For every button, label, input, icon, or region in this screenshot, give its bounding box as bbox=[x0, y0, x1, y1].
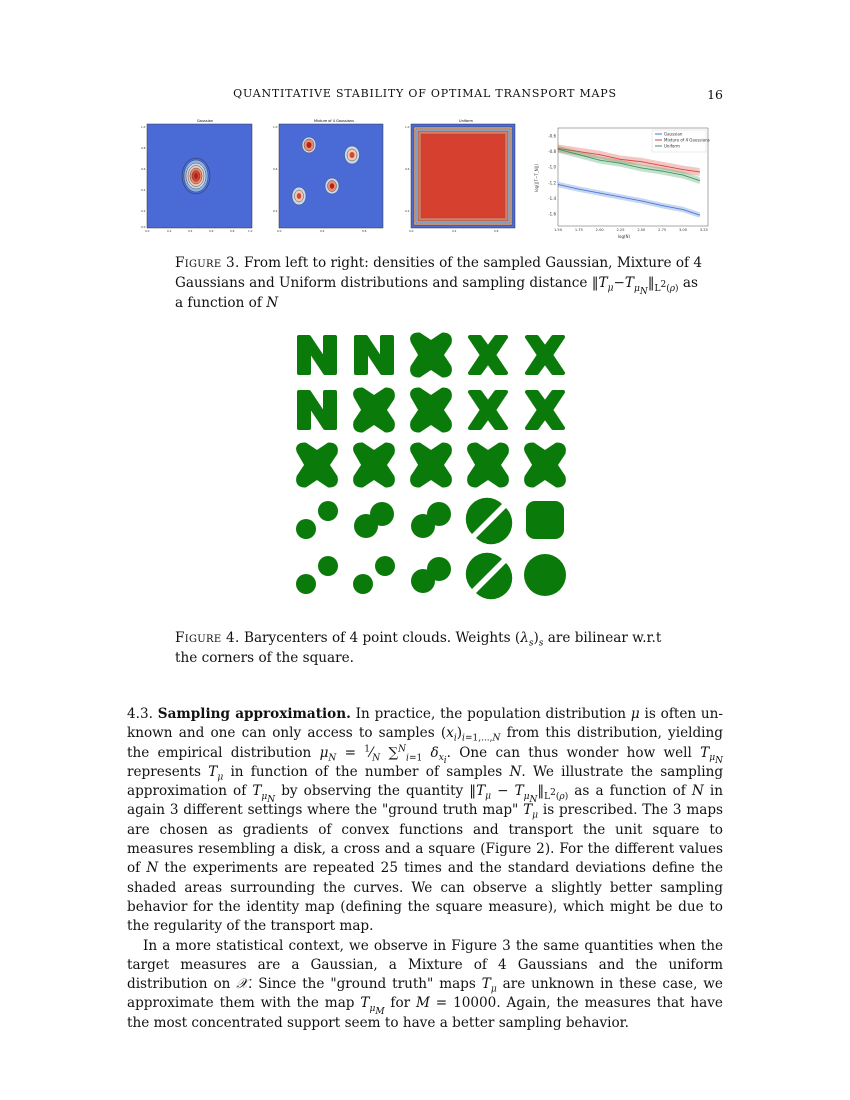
series-point bbox=[662, 205, 663, 206]
series-point bbox=[558, 149, 559, 150]
panel-title-uniform: Uniform bbox=[459, 119, 473, 123]
gaussian-density-plot bbox=[140, 118, 258, 233]
figure4-caption: Figure 4. Barycenters of 4 point clouds. Weights $(\lambda_s)_s$ are bilinear w.r.t the corners of the square. bbox=[175, 630, 662, 666]
series-point bbox=[599, 193, 600, 194]
svg-text:0.2: 0.2 bbox=[405, 209, 410, 213]
svg-text:0.4: 0.4 bbox=[452, 229, 457, 233]
series-point bbox=[620, 163, 621, 164]
series-point bbox=[599, 154, 600, 155]
y-tick-label: -1.0 bbox=[548, 164, 556, 170]
series-point bbox=[699, 215, 700, 216]
series-point bbox=[578, 189, 579, 190]
figure3-caption: Figure 3. From left to right: densities of the sampled Gaussian, Mixture of 4 Gaussians and Uniform distributions and sampling distance $‖T_\mu-T_{\mu_N}‖_{L^2(\rho)}$ as a function of N bbox=[175, 255, 703, 311]
figure3-label: Figure 3. bbox=[175, 255, 240, 271]
series-point bbox=[699, 180, 700, 181]
svg-text:0.4: 0.4 bbox=[188, 229, 193, 233]
svg-text:0.6: 0.6 bbox=[405, 167, 410, 171]
chart-ylabel: log(||T−T_N||) bbox=[534, 164, 539, 192]
barycenters-figure bbox=[290, 330, 580, 602]
svg-text:1.0: 1.0 bbox=[248, 229, 253, 233]
series-point bbox=[662, 165, 663, 166]
svg-text:0.0: 0.0 bbox=[145, 229, 150, 233]
x-tick-label: 2.25 bbox=[616, 228, 625, 232]
y-tick-label: -0.6 bbox=[548, 133, 556, 139]
x-tick-label: 1.50 bbox=[553, 228, 563, 232]
svg-text:0.8: 0.8 bbox=[494, 229, 499, 233]
svg-text:0.2: 0.2 bbox=[273, 209, 278, 213]
figure4-label: Figure 4. bbox=[175, 630, 240, 646]
svg-text:0.8: 0.8 bbox=[230, 229, 235, 233]
series-point bbox=[699, 171, 700, 172]
x-tick-label: 2.00 bbox=[595, 228, 604, 232]
series-point bbox=[662, 171, 663, 172]
sampling-distance-chart bbox=[534, 124, 714, 239]
series-point bbox=[641, 200, 642, 201]
section-number: 4.3. bbox=[127, 706, 153, 722]
series-point bbox=[683, 209, 684, 210]
svg-text:1.0: 1.0 bbox=[405, 125, 410, 129]
series-point bbox=[641, 161, 642, 162]
series-point bbox=[683, 175, 684, 176]
panel-title-mixture: Mixture of 4 Gaussians bbox=[314, 119, 354, 123]
series-point bbox=[641, 167, 642, 168]
svg-text:0.8: 0.8 bbox=[141, 146, 146, 150]
series-point bbox=[558, 184, 559, 185]
page-number: 16 bbox=[707, 87, 723, 102]
svg-text:0.0: 0.0 bbox=[409, 229, 414, 233]
x-tick-label: 1.75 bbox=[574, 228, 583, 232]
mixture-density-plot bbox=[272, 118, 390, 233]
x-tick-label: 2.50 bbox=[637, 228, 646, 232]
y-tick-label: -0.8 bbox=[548, 149, 556, 155]
chart-xlabel: log(N) bbox=[617, 234, 631, 239]
chart-legend bbox=[652, 130, 710, 152]
running-header bbox=[127, 87, 723, 103]
barycenter-row-4 bbox=[296, 498, 564, 544]
section-title: Sampling approximation. bbox=[157, 706, 351, 722]
y-tick-label: -1.4 bbox=[548, 196, 556, 202]
x-tick-label: 3.25 bbox=[699, 228, 708, 232]
legend-label-uniform: Uniform bbox=[664, 143, 680, 149]
svg-text:0.6: 0.6 bbox=[209, 229, 214, 233]
legend-label-mixture: Mixture of 4 Gaussians bbox=[664, 137, 710, 143]
y-tick-label: -1.2 bbox=[548, 180, 556, 186]
svg-text:1.0: 1.0 bbox=[273, 125, 278, 129]
section-4-3: 4.3. Sampling approximation. In practice, the population distribution μ is often un-known and one can only access to samples $(x_i)_{i=1,...,N}$ from this distribution, yielding the empirical distribution $\mu_N$ = $^1⁄_N$ ∑$^N_{i=1}$ $\delta_{x_i}$. One can thus wonder how well $T_{\mu_N}$ represents $T_\mu$ in function of the number of samples N. We illustrate the sampling approximation of $T_{\mu_N}$ by observing the quantity $‖T_\mu$ − $T_{\mu_N}‖_{L^2(\rho)}$ as a function of N in again 3 different settings where the "ground truth map" $T_\mu$ is prescribed. The 3 maps are chosen as gradients of convex functions and transport the unit square to measures resembling a disk, a cross and a square (Figure 2). For the different values of N the experiments are repeated 25 times and the standard deviations define the shaded areas surrounding the curves. We can observe a slightly better sampling behavior for the identity map (defining the square measure), which might be due to the regularity of the transport map. In a more statistical context, we observe in Figure 3 the same quantities when the target measures are a Gaussian, a Mixture of 4 Gaussians and the uniform distribution on 𝒳. Since the "ground truth" maps $T_\mu$ are unknown in these case, we approximate them with the map $T_{\mu_M}$ for M = 10000. Again, the measures that have the most concentrated support seem to have a better sampling behavior. bbox=[127, 706, 724, 1031]
svg-text:0.4: 0.4 bbox=[320, 229, 325, 233]
panel-title-gaussian: Gaussian bbox=[196, 119, 214, 123]
svg-text:0.4: 0.4 bbox=[141, 188, 146, 192]
barycenter-row-2 bbox=[299, 390, 563, 430]
svg-text:1.0: 1.0 bbox=[141, 125, 146, 129]
barycenter-row-5 bbox=[296, 553, 566, 599]
svg-text:0.6: 0.6 bbox=[273, 167, 278, 171]
svg-text:0.0: 0.0 bbox=[141, 225, 146, 229]
svg-text:0.0: 0.0 bbox=[277, 229, 282, 233]
y-tick-label: -1.6 bbox=[548, 211, 556, 217]
svg-text:0.6: 0.6 bbox=[141, 167, 146, 171]
svg-text:0.2: 0.2 bbox=[167, 229, 172, 233]
running-title: QUANTITATIVE STABILITY OF OPTIMAL TRANSPORT MAPS bbox=[233, 87, 617, 100]
svg-text:0.8: 0.8 bbox=[362, 229, 367, 233]
gaussian-contours bbox=[182, 158, 210, 194]
series-point bbox=[620, 196, 621, 197]
barycenter-row-1 bbox=[299, 335, 563, 375]
x-tick-label: 2.75 bbox=[658, 228, 667, 232]
series-point bbox=[683, 169, 684, 170]
barycenter-row-3 bbox=[299, 445, 564, 485]
legend-label-gaussian: Gaussian bbox=[664, 131, 683, 137]
uniform-density-plot bbox=[404, 118, 522, 233]
series-point bbox=[578, 154, 579, 155]
x-tick-label: 3.00 bbox=[678, 228, 688, 232]
series-point bbox=[599, 160, 600, 161]
svg-text:0.2: 0.2 bbox=[141, 209, 146, 213]
